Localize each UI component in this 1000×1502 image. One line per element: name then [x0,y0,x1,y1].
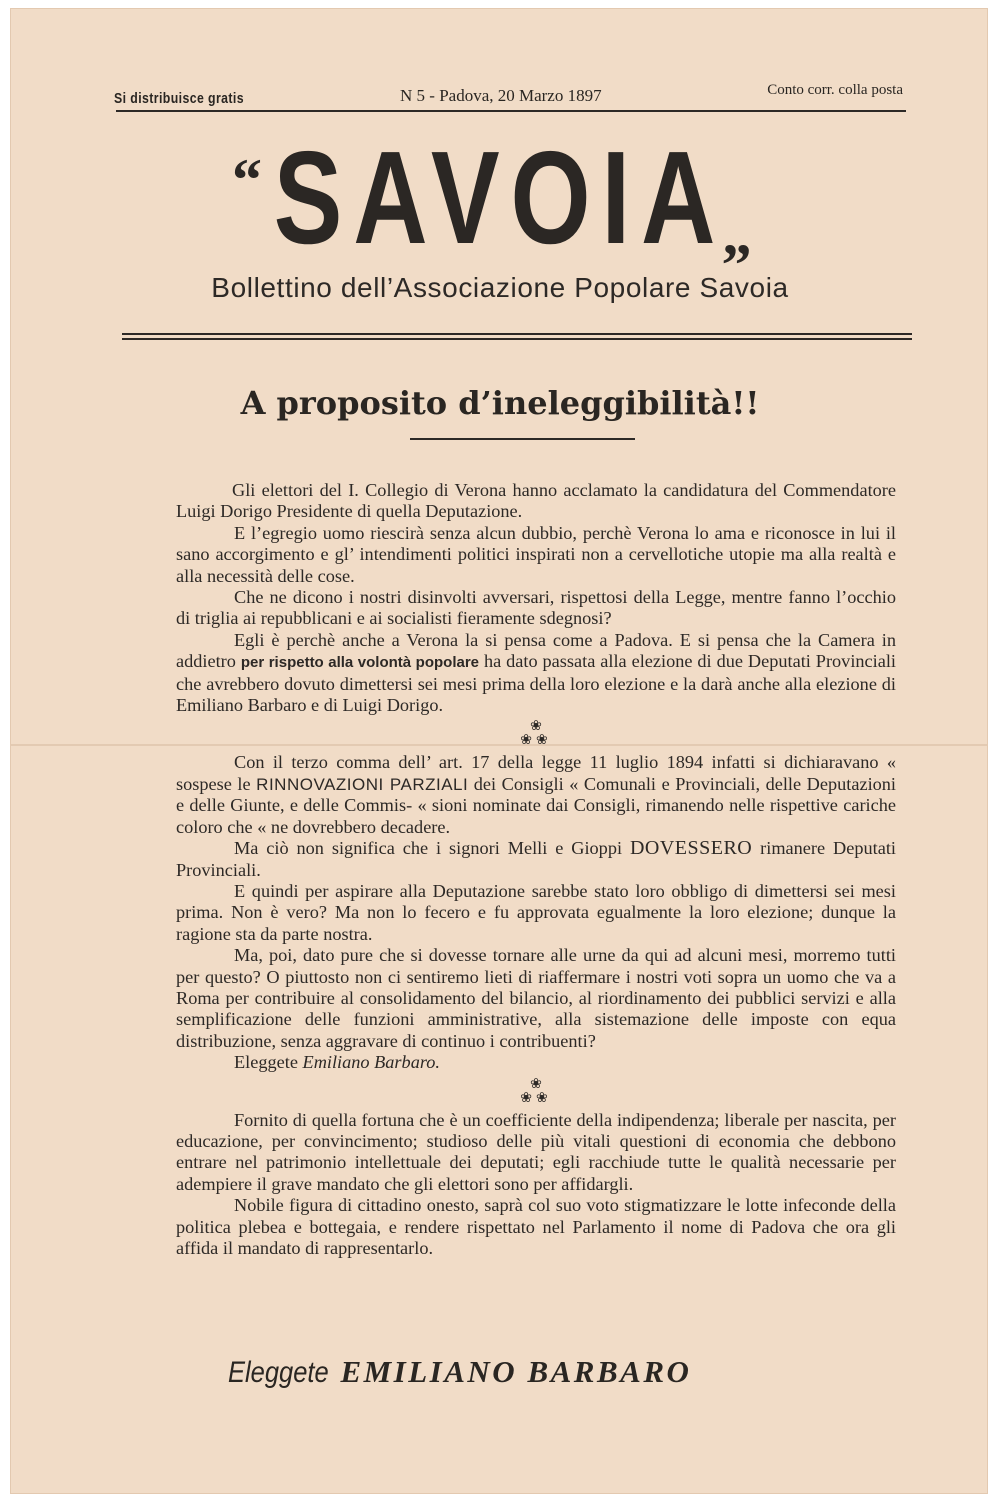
paragraph-text: Eleggete [234,1052,303,1073]
postal-note: Conto corr. colla posta [767,82,903,98]
paragraph: E quindi per aspirare alla Deputazione sarebbe stato loro obbligo di dimettersi sei mesi prima. Non è vero? Ma non lo fecero e fu approvata egualmente la loro elezione; dunque la ragione sta da parte nostra. [176,880,896,944]
paragraph [176,630,896,717]
title-word: SAVOIA [273,124,727,271]
candidate-name: EMILIANO BARBARO [340,1354,692,1389]
paragraph-text: Egli è perchè anche a Verona la si pensa come a Padova. E si pensa che la Camera in addietro [176,629,896,672]
paragraph: Nobile figura di cittadino onesto, saprà col suo voto stigmatizzare le lotte infeconde della politica plebea e bottegaia, e rendere rispettato nel Parlamento il nome di Padova che ora gli affida il mandato di rappresentarlo. [176,1195,896,1258]
article-body [176,480,896,1259]
headline-underline [410,438,635,440]
paragraph [176,752,896,838]
closing-slogan [228,1354,691,1390]
issue-date: N 5 - Padova, 20 Marzo 1897 [400,86,602,105]
emphasis-bold: per rispetto alla volontà popolare [240,654,480,672]
paragraph-text: dei Consigli « Comunali e Provinciali, delle Deputazioni e delle Giunte, e delle Commis- « sioni nominate dai Consigli, rimanendo nelle rispettive cariche coloro che « ne dovrebbero decadere. [176,773,897,837]
newspaper-title [0,124,1000,271]
paragraph: E l’egregio uomo riescirà senza alcun dubbio, perchè Verona lo ama e riconosce in lui il sano accorgimento e gl’ intendimenti politici inspirati non a cervellotiche utopie ma alla realtà e alla necessità delle cose. [176,522,896,586]
paragraph-text: rimanere Deputati Provinciali. [176,838,896,880]
paragraph-text: ha dato passata alla elezione di due Deputati Provinciali che avrebbero dovuto dimettersi sei mesi prima della loro elezione e la darà anche alla elezione di Emiliano Barbaro e di Luigi Dorigo. [176,651,897,716]
section-separator [176,1074,896,1110]
emphasis-italic: Emiliano Barbaro. [302,1052,440,1073]
newspaper-subtitle: Bollettino dell’Associazione Popolare Savoia [211,272,789,303]
closing-prefix: Eleggete [228,1356,329,1389]
title-close-quote: „ [722,201,752,267]
paragraph-text: Ma ciò non significa che i signori Melli e Gioppi [234,838,630,859]
paragraph: Gli elettori del I. Collegio di Verona hanno acclamato la candidatura del Commendatore Luigi Dorigo Presidente di quella Deputazione. [176,480,896,522]
flower-ornament-icon: ❀ [530,719,542,735]
paragraph: Che ne dicono i nostri disinvolti avversari, rispettosi della Legge, mentre fanno l’occhio di triglia ai repubblicani e ai socialisti fieramente sdegnosi? [176,587,896,629]
paragraph-text: Con il terzo comma dell’ art. 17 della legge 11 luglio 1894 infatti si dichiaravano « sospese le [176,752,896,794]
section-separator [176,716,896,752]
paragraph [176,1052,896,1073]
flower-ornament-icon: ❀ [530,1076,542,1092]
title-open-quote: “ [232,147,262,213]
paragraph: Fornito di quella fortuna che è un coefficiente della indipendenza; liberale per nascita, per educazione, per convincimento; studioso delle più vitali questioni di economia che debbono entrare nel patrimonio intellettuale dei deputati; egli racchiude tutte le qualità necessarie per adempiere il grave mandato che gli elettori sono per affidargli. [176,1109,896,1194]
flower-ornament-icon: ❀❀ [520,733,552,749]
flower-ornament-icon: ❀❀ [520,1090,552,1106]
distribution-note: Si distribuisce gratis [114,90,245,107]
title-double-rule [122,333,912,340]
paragraph [176,838,896,881]
emphasis-caps: DOVESSERO [629,837,753,860]
masthead-rule [116,110,906,112]
paragraph: Ma, poi, dato pure che si dovesse tornare alle urne da qui ad alcuni mesi, morremo tutti per questo? O piuttosto non ci sentiremo lieti di riaffermare i nostri voti sopra un uomo che va a Roma per contribuire al consolidamento del bilancio, al riordinamento dei pubblici servizi e alla semplificazione delle funzioni amministrative, alla sistemazione delle imposte con equa distribuzione, senza aggravare di continuo i contribuenti? [176,945,896,1051]
masthead-info-row [112,82,907,106]
emphasis-caps: RINNOVAZIONI PARZIALI [256,774,469,794]
article-headline: A proposito d’ineleggibilità!! [240,384,760,422]
